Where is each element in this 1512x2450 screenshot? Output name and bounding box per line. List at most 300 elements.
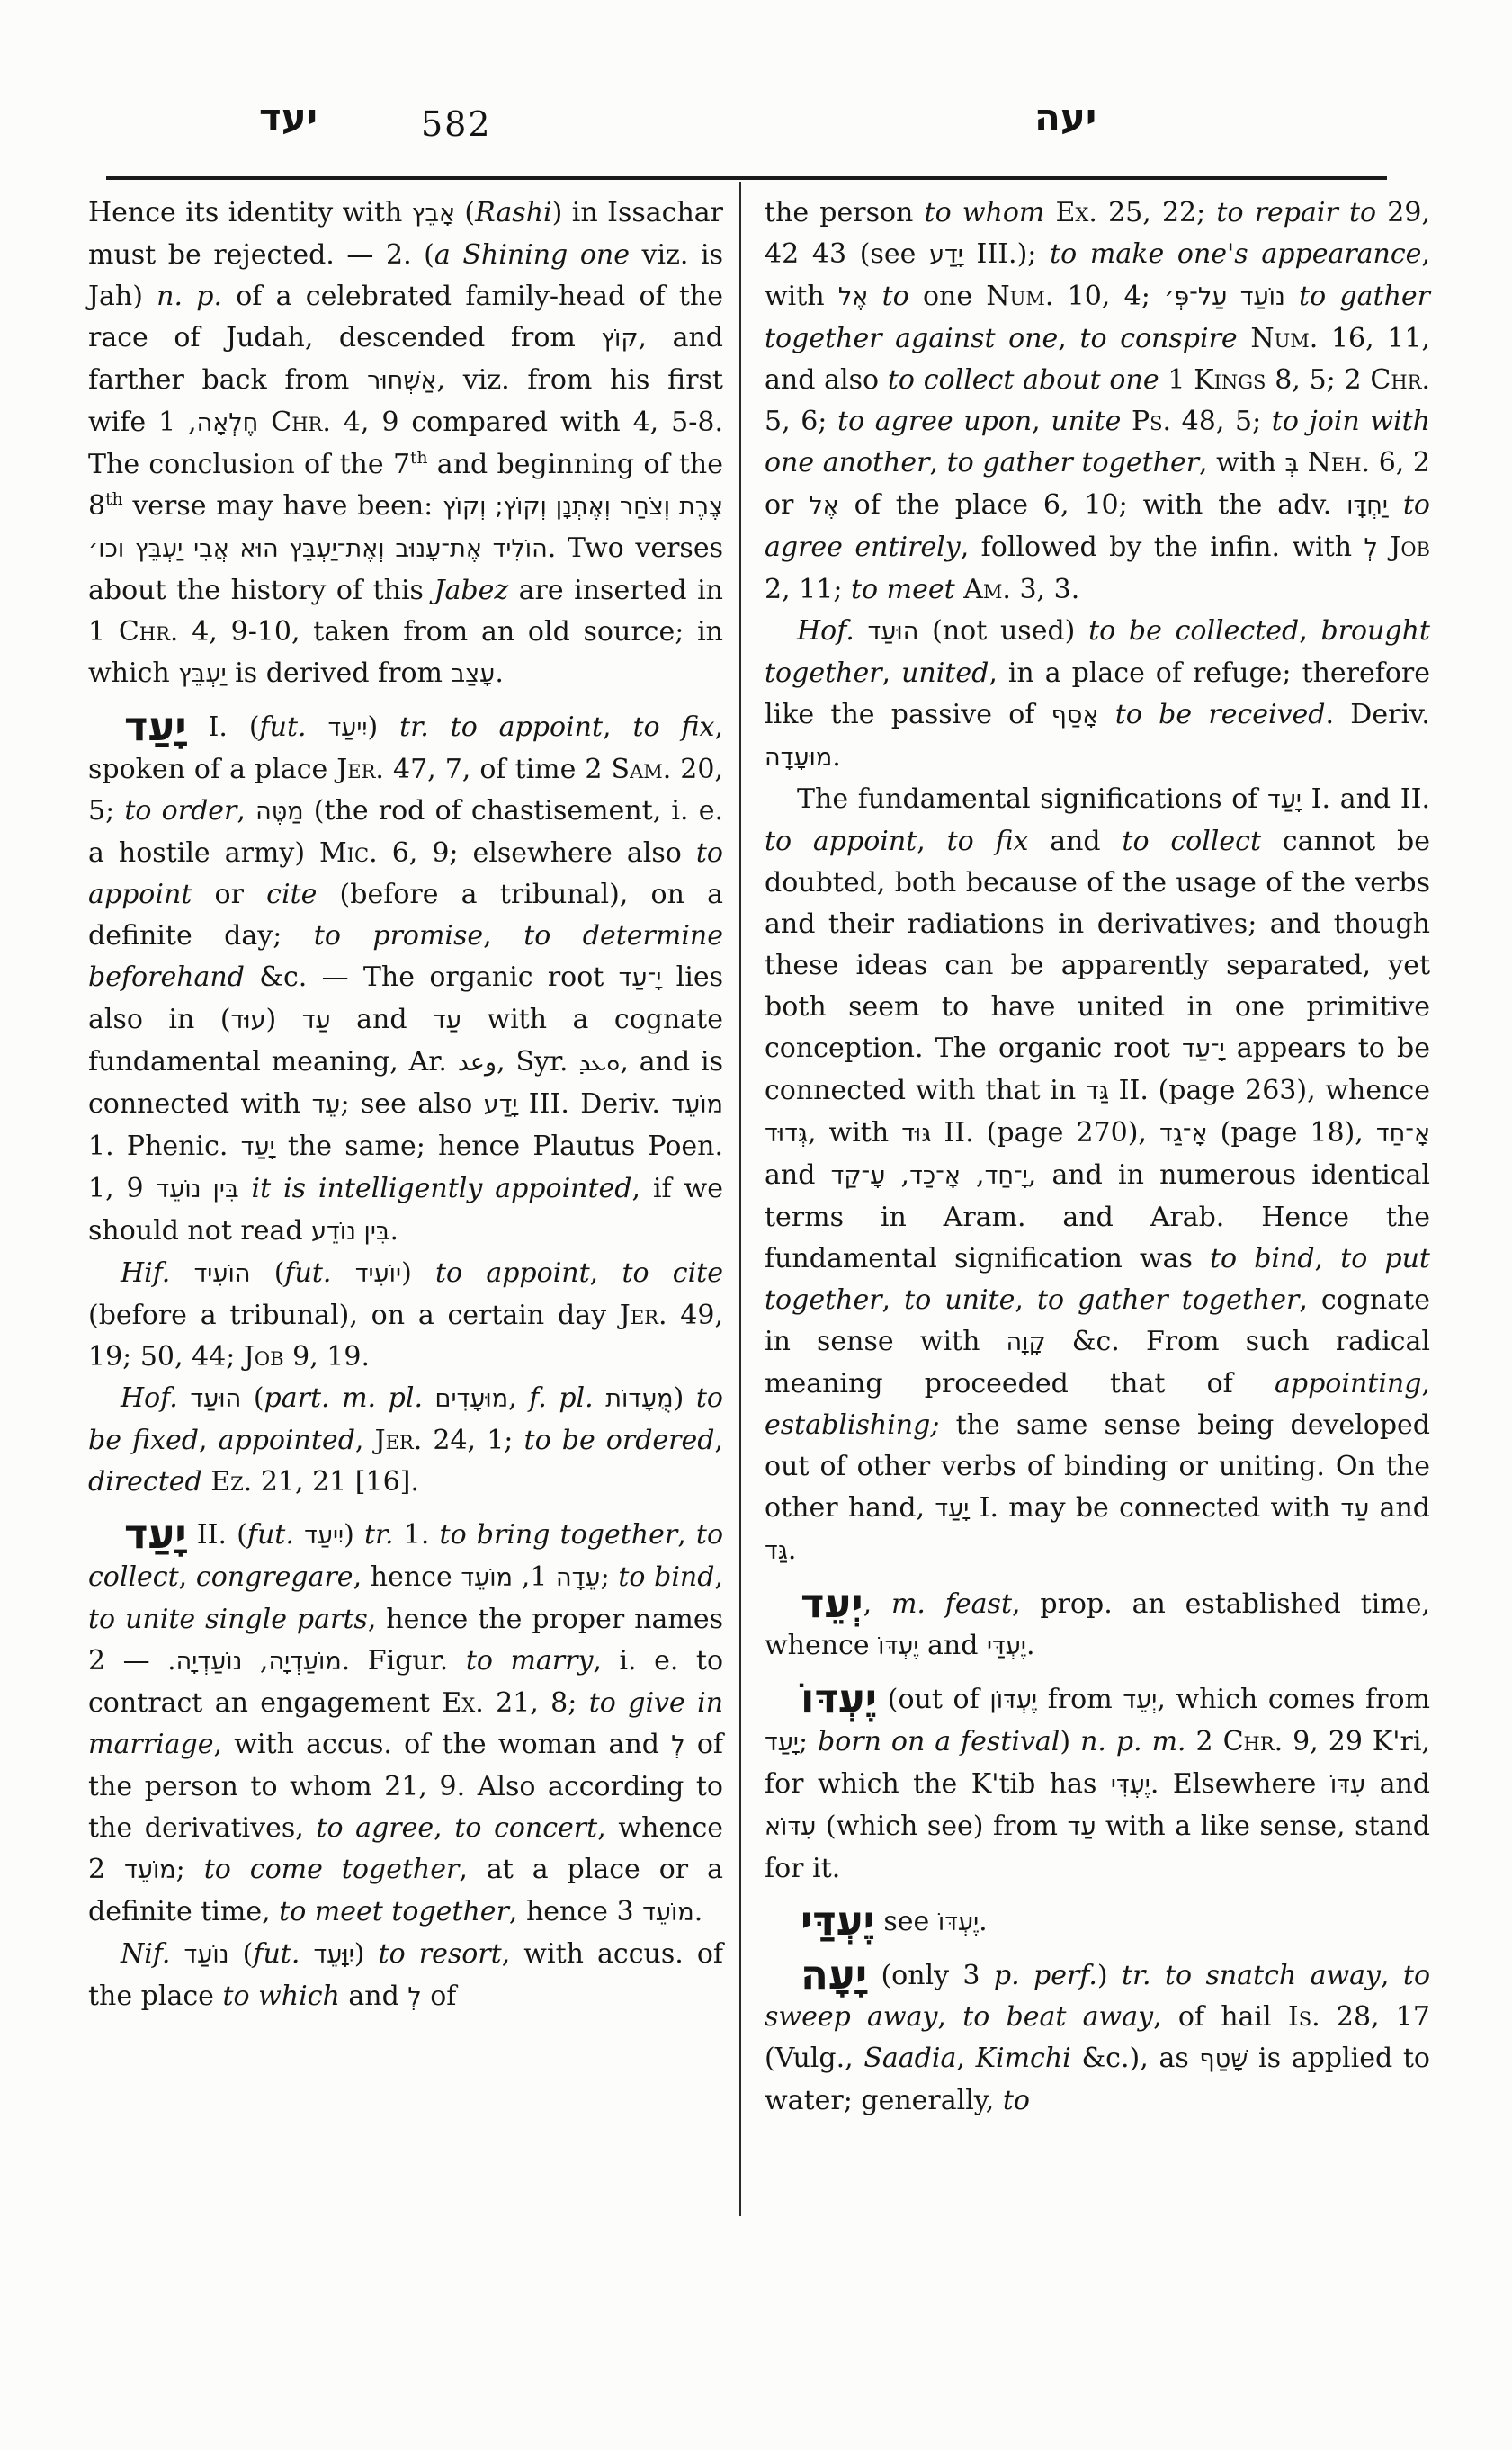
italic-run: to promise bbox=[313, 920, 484, 952]
header-left-catchword: יעד bbox=[259, 95, 318, 139]
italic-run: born on a festival bbox=[818, 1726, 1060, 1757]
text-run: the same; hence Plautus Poen. 1, 9 bbox=[88, 1131, 723, 1204]
text-run: 8, 5; 2 bbox=[1266, 364, 1371, 396]
text-run: 9, 29 K'ri, for which the K'tib has bbox=[765, 1726, 1430, 1800]
text-run: I. and II. bbox=[1301, 783, 1430, 815]
entry-yaad-II bbox=[88, 1510, 724, 1934]
italic-run: to join with one another bbox=[765, 406, 1431, 478]
text-run bbox=[955, 574, 964, 605]
hebrew-word: נוֹעַד עַל־פְּ׳ bbox=[1164, 283, 1285, 311]
italic-run: to which bbox=[222, 1981, 340, 2012]
hebrew-word: מוּעָדִים bbox=[434, 1385, 509, 1413]
text-run: &c.), as bbox=[1070, 2043, 1200, 2074]
text-run: and beginning of the 8 bbox=[88, 449, 723, 522]
hebrew-word: גַּד bbox=[765, 1537, 788, 1565]
text-run: , and in numerous identical terms in Aram. and Arab. Hence the fundamental signification was bbox=[765, 1159, 1431, 1274]
hebrew-word: גּוּד bbox=[901, 1120, 932, 1148]
text-run: , bbox=[714, 1425, 724, 1456]
italic-run: to be received bbox=[1114, 699, 1326, 730]
text-run: ( bbox=[455, 197, 476, 228]
text-run: , in a place of refuge; therefore like the passive of bbox=[765, 657, 1430, 730]
hebrew-word: מוֹעַדְיָה bbox=[268, 1648, 342, 1676]
italic-run: to bbox=[1002, 2085, 1030, 2116]
text-run: ( bbox=[250, 1257, 285, 1289]
ordinal-superscript: th bbox=[410, 449, 428, 468]
text-run: , of hail bbox=[1153, 2001, 1288, 2033]
text-run: , bbox=[1015, 1284, 1037, 1316]
text-run: with a like sense, stand for it. bbox=[765, 1811, 1430, 1884]
text-run: , and is connected with bbox=[88, 1046, 723, 1120]
text-run bbox=[1299, 447, 1308, 478]
text-run: 21, 21 [16]. bbox=[252, 1466, 419, 1498]
text-run: 6, 2 or bbox=[765, 447, 1430, 521]
text-run: , bbox=[937, 2001, 963, 2033]
text-run: , bbox=[1058, 323, 1080, 354]
text-run: , bbox=[714, 1561, 724, 1593]
text-run: , bbox=[956, 2043, 976, 2074]
hofal-paragraph-right bbox=[765, 611, 1430, 779]
text-run: the person bbox=[765, 197, 925, 228]
hebrew-word: מוֹעֵד bbox=[671, 1091, 723, 1119]
hebrew-word: שָׁטַף bbox=[1199, 2045, 1248, 2073]
text-run: II. (page 263), whence bbox=[1108, 1075, 1430, 1106]
text-run: 4, 9 compared with 4, 5-8. The conclusion of the 7 bbox=[88, 407, 723, 480]
text-run: , bbox=[881, 1284, 905, 1316]
hebrew-word: אָבֵץ bbox=[411, 200, 455, 228]
text-run: of bbox=[421, 1981, 457, 2012]
text-run bbox=[1388, 489, 1403, 521]
hebrew-word: גַּד bbox=[1085, 1077, 1109, 1105]
italic-run: to be fixed bbox=[88, 1382, 723, 1456]
text-run: verse may have been: bbox=[122, 490, 443, 522]
text-run: , whence bbox=[597, 1812, 724, 1844]
italic-run: to meet bbox=[850, 574, 955, 605]
entry-yedai-crossref bbox=[765, 1897, 1430, 1945]
text-run: (not used) bbox=[918, 615, 1089, 647]
text-run: , with accus. of the woman and bbox=[213, 1729, 672, 1760]
hebrew-word: בִּין נוֹעֵד bbox=[156, 1176, 239, 1203]
text-run: ) bbox=[367, 711, 400, 743]
text-run: 1, bbox=[513, 1561, 557, 1593]
hifil-paragraph bbox=[88, 1253, 723, 1378]
text-run: 5, 6; bbox=[765, 406, 838, 437]
hebrew-word: יָעַד bbox=[1267, 786, 1302, 814]
text-run bbox=[170, 1938, 183, 1970]
italic-run: appointed bbox=[218, 1425, 355, 1456]
hebrew-word: יָ־עַד bbox=[1182, 1035, 1225, 1063]
italic-run: fut. bbox=[284, 1257, 332, 1289]
text-run: , bbox=[1421, 1368, 1430, 1399]
text-run: . bbox=[495, 657, 504, 689]
italic-run: to bring together bbox=[439, 1519, 678, 1551]
right-column bbox=[765, 192, 1430, 2122]
hebrew-word: יֶעְדּוֹ bbox=[878, 1632, 919, 1660]
italic-run: p. perf. bbox=[993, 1960, 1097, 1991]
text-run: , bbox=[929, 447, 947, 478]
text-run: 21, 8; bbox=[483, 1687, 589, 1719]
text-run bbox=[294, 1519, 304, 1551]
text-run: , bbox=[434, 1812, 455, 1844]
hebrew-word: הוּעַד bbox=[190, 1385, 242, 1413]
hebrew-word: עוּד bbox=[230, 1006, 266, 1034]
text-run: , if we should not read bbox=[88, 1173, 723, 1247]
hebrew-word: בְּ bbox=[1284, 450, 1300, 478]
hebrew-word: בִּין נוֹדֵע bbox=[311, 1218, 390, 1246]
text-run bbox=[1121, 406, 1132, 437]
hebrew-word: יְעֵד bbox=[1123, 1686, 1158, 1714]
hebrew-word: יֶעְדִּי bbox=[1110, 1771, 1150, 1799]
text-run: , Syr. bbox=[497, 1046, 579, 1077]
reference-abbrev: Jer. bbox=[619, 1300, 667, 1331]
text-run: see bbox=[874, 1906, 938, 1937]
hebrew-word: נוֹעַדְיָה bbox=[175, 1648, 243, 1676]
reference-abbrev: Is. bbox=[1287, 2001, 1320, 2033]
reference-abbrev: Ex. bbox=[442, 1687, 484, 1719]
hebrew-headword: יְעֵד bbox=[801, 1579, 863, 1627]
text-run: . Two verses about the history of this bbox=[88, 532, 723, 606]
italic-run: to come together bbox=[203, 1854, 460, 1885]
italic-run: to be ordered bbox=[523, 1425, 715, 1456]
hebrew-word: אַשְׁחוּר bbox=[367, 367, 437, 395]
text-run: (out of bbox=[877, 1684, 990, 1715]
hebrew-word: עָ־קַד bbox=[830, 1162, 886, 1190]
text-run: 2; bbox=[88, 1854, 204, 1885]
hebrew-word: אָ־גַד bbox=[1159, 1120, 1208, 1148]
text-run: , bbox=[354, 1425, 375, 1456]
entry-yaah bbox=[765, 1951, 1431, 2122]
text-run: , followed by the infin. with bbox=[960, 532, 1364, 563]
text-run: , prop. an established time, whence bbox=[765, 1588, 1431, 1661]
hebrew-word: יִוָּעֵד bbox=[313, 1941, 354, 1969]
text-run: 29, 42 43 (see bbox=[765, 197, 1430, 270]
column-divider bbox=[739, 182, 741, 2216]
nifal-paragraph bbox=[88, 1934, 723, 2018]
text-run: ) bbox=[1060, 1726, 1081, 1757]
hebrew-word: חֶלְאָה bbox=[196, 409, 259, 437]
text-run: . Elsewhere bbox=[1150, 1768, 1330, 1800]
italic-run: to resort bbox=[378, 1938, 502, 1970]
hebrew-word: יִיעַד bbox=[304, 1522, 344, 1550]
hebrew-word: אֶל bbox=[837, 283, 869, 311]
text-run: , i. e. to contract an engagement bbox=[88, 1645, 724, 1719]
italic-run: to agree upon bbox=[837, 406, 1033, 437]
continuation-nifal bbox=[765, 192, 1430, 611]
text-run: 16, 11, and also bbox=[765, 323, 1430, 396]
text-run: , which comes from bbox=[1157, 1684, 1430, 1715]
text-run: , 1 bbox=[158, 407, 272, 438]
text-run: 2, 11; bbox=[765, 574, 851, 605]
italic-run: to gather together bbox=[946, 447, 1200, 478]
italic-run: Hof. bbox=[797, 615, 854, 647]
italic-run: to unite bbox=[904, 1284, 1015, 1316]
hebrew-word: קָוָה bbox=[1006, 1328, 1046, 1356]
hebrew-word: אָסַף bbox=[1051, 702, 1099, 729]
italic-run: to unite single parts bbox=[88, 1604, 368, 1635]
text-run: the same sense being developed out of other verbs of binding or uniting. On the other hand, bbox=[765, 1409, 1430, 1524]
hebrew-word: יֶעְדּוֹ bbox=[937, 1909, 980, 1936]
italic-run: f. pl. bbox=[529, 1382, 594, 1414]
italic-run: directed bbox=[88, 1466, 202, 1498]
reference-abbrev: Mic. bbox=[319, 837, 378, 869]
text-run: II. ( bbox=[186, 1519, 247, 1551]
italic-run: to beat away bbox=[962, 2001, 1154, 2033]
hebrew-word: מוֹעֵד bbox=[124, 1856, 176, 1884]
hebrew-word: יָ־עַד bbox=[618, 964, 662, 992]
header-rule bbox=[106, 176, 1387, 180]
text-run: . bbox=[1025, 1630, 1035, 1661]
hebrew-word: יָעַד bbox=[935, 1495, 970, 1523]
hebrew-word: לְ bbox=[1364, 534, 1378, 562]
text-run: , bbox=[1381, 1960, 1403, 1991]
hebrew-word: עֵדָה bbox=[556, 1564, 601, 1592]
hebrew-word: מַטֶּה bbox=[255, 798, 304, 826]
text-run: , bbox=[960, 1159, 985, 1191]
text-run: III. Deriv. bbox=[517, 1088, 672, 1120]
text-run bbox=[239, 1173, 252, 1204]
text-run: , bbox=[885, 1159, 910, 1191]
text-run: , cognate in sense with bbox=[765, 1284, 1430, 1357]
continuation-jabez bbox=[88, 192, 723, 695]
hebrew-word: מוּעָדָה bbox=[765, 744, 833, 772]
text-run: . bbox=[979, 1906, 988, 1937]
text-run bbox=[423, 1382, 435, 1414]
hebrew-word: יָעַד bbox=[240, 1133, 275, 1161]
italic-run: to be collected bbox=[1088, 615, 1300, 647]
text-run bbox=[868, 281, 881, 312]
italic-run: n. p. bbox=[157, 281, 223, 312]
hebrew-word: יָדַע bbox=[483, 1091, 518, 1119]
italic-run: m. feast bbox=[890, 1588, 1013, 1620]
text-run: . bbox=[832, 741, 841, 773]
text-run: ) bbox=[673, 1382, 696, 1414]
italic-run: to bind bbox=[618, 1561, 715, 1593]
text-run bbox=[1044, 197, 1055, 228]
hebrew-word: אָ־כַד bbox=[909, 1162, 961, 1190]
text-run bbox=[1098, 699, 1114, 730]
reference-abbrev: Chr. bbox=[1222, 1726, 1284, 1757]
text-run: 3, 3. bbox=[1010, 574, 1080, 605]
italic-run: to repair to bbox=[1216, 197, 1377, 228]
text-run: 48, 5; bbox=[1171, 406, 1272, 437]
text-run: (before a tribunal), on a certain day bbox=[88, 1300, 620, 1331]
text-run: 24, 1; bbox=[422, 1425, 524, 1456]
text-run: , with bbox=[765, 238, 1430, 312]
text-run: with a cognate fundamental meaning, Ar. bbox=[88, 1004, 723, 1077]
reference-abbrev: Chr. bbox=[1370, 364, 1430, 396]
reference-abbrev: Chr. bbox=[118, 616, 179, 648]
text-run: cannot be doubted, both because of the usage of the verbs and their radiations in derivatives; and though these ideas can be apparently separated, yet both seem to have united in one primitive conception. The organic root bbox=[765, 826, 1430, 1064]
italic-run: a Shining one bbox=[434, 239, 630, 271]
italic-run: unite bbox=[1051, 406, 1122, 437]
text-run: , bbox=[603, 711, 633, 743]
hebrew-word: גְּדוּד bbox=[765, 1120, 808, 1148]
text-run: 20, 5; bbox=[88, 754, 724, 827]
text-run: &c. From such radical meaning proceeded that of bbox=[765, 1326, 1430, 1399]
text-run bbox=[202, 1466, 211, 1498]
text-run bbox=[429, 711, 451, 743]
hofal-paragraph-left bbox=[88, 1378, 723, 1503]
text-run: of the place 6, 10; with the adv. bbox=[838, 489, 1347, 521]
text-run: viz. is Jah) bbox=[88, 239, 724, 312]
text-run: 6, 9; elsewhere also bbox=[377, 837, 696, 869]
reference-abbrev: Ps. bbox=[1131, 406, 1172, 437]
text-run: 28, 17 (Vulg., bbox=[765, 2001, 1430, 2074]
reference-abbrev: Ex. bbox=[1055, 197, 1097, 228]
reference-abbrev: Jer. bbox=[336, 754, 384, 785]
text-run: , bbox=[1299, 615, 1321, 647]
text-run: 1. Phenic. bbox=[88, 1131, 241, 1162]
italic-run: establishing; bbox=[765, 1409, 940, 1441]
text-run: lies also in bbox=[88, 961, 724, 1035]
italic-run: to meet together bbox=[279, 1896, 509, 1927]
text-run: , hence the proper names bbox=[367, 1604, 723, 1635]
hebrew-word: יֶעְדּוֹן bbox=[989, 1686, 1038, 1714]
text-run: ; bbox=[798, 1726, 819, 1757]
entry-yaad-I bbox=[88, 702, 724, 1253]
text-run: , bbox=[178, 1561, 196, 1593]
text-run bbox=[1238, 323, 1251, 354]
text-run: , viz. from his first wife bbox=[88, 364, 723, 438]
reference-abbrev: Num. bbox=[1250, 323, 1319, 354]
text-run: , with accus. of the place bbox=[88, 1938, 723, 2012]
italic-run: to conspire bbox=[1079, 323, 1238, 354]
text-run: , bbox=[198, 1425, 219, 1456]
text-run: (the rod of chastisement, i. e. a hostile army) bbox=[88, 795, 723, 869]
hebrew-word: יוֹעִיד bbox=[354, 1260, 402, 1288]
italic-run: to order bbox=[124, 795, 237, 827]
italic-run: brought together bbox=[765, 615, 1430, 689]
text-run: and bbox=[765, 1159, 831, 1191]
text-run: and bbox=[1365, 1768, 1430, 1800]
text-run: 10, 4; bbox=[1053, 281, 1165, 312]
text-run: , bbox=[483, 920, 524, 952]
syriac-word: ܘܥܕ bbox=[578, 1049, 621, 1077]
text-run: , and farther back from bbox=[88, 322, 723, 396]
text-run: one bbox=[908, 281, 987, 312]
hebrew-word: יֶעְדַּי bbox=[986, 1632, 1026, 1660]
text-run: . — 2. Figur. bbox=[88, 1645, 466, 1677]
italic-run: to gather together bbox=[1036, 1284, 1300, 1316]
text-run: 1. bbox=[393, 1519, 440, 1551]
text-run: ) bbox=[1096, 1960, 1122, 1991]
reference-abbrev: Neh. bbox=[1307, 447, 1371, 478]
text-run: ( bbox=[265, 1004, 302, 1035]
text-run: ) bbox=[344, 1519, 364, 1551]
text-run: are inserted in 1 bbox=[88, 575, 723, 648]
hebrew-word: עֵד bbox=[311, 1091, 341, 1119]
hebrew-word: יָ־חַד bbox=[984, 1162, 1028, 1190]
text-run: , bbox=[589, 1257, 622, 1289]
text-run: , bbox=[863, 1588, 891, 1620]
italic-run: Saadia bbox=[863, 2043, 957, 2074]
text-run: The fundamental significations of bbox=[797, 783, 1268, 815]
italic-run: cite bbox=[266, 879, 318, 910]
reference-abbrev: Job bbox=[1390, 532, 1430, 563]
text-run: , bbox=[677, 1519, 696, 1551]
italic-run: tr. bbox=[1121, 1960, 1151, 1991]
text-run: is applied to water; generally, bbox=[765, 2043, 1430, 2116]
text-run: , bbox=[508, 1382, 530, 1414]
hebrew-word: מוֹעֵד bbox=[461, 1564, 514, 1592]
hebrew-word: עַד bbox=[433, 1006, 461, 1034]
italic-run: to determine beforehand bbox=[88, 920, 723, 993]
text-run: , with bbox=[1199, 447, 1285, 478]
entry-yeed-feast bbox=[765, 1579, 1431, 1668]
text-run: 9, 19. bbox=[283, 1341, 370, 1373]
italic-run: to fix bbox=[632, 711, 715, 743]
italic-run: part. m. pl. bbox=[264, 1382, 423, 1414]
text-run: Hence its identity with bbox=[88, 197, 412, 228]
reference-abbrev: Sam. bbox=[611, 754, 672, 785]
italic-run: Nif. bbox=[121, 1938, 171, 1970]
reference-abbrev: Kings bbox=[1194, 364, 1266, 396]
hebrew-word: עָצַב bbox=[451, 660, 496, 688]
text-run: . bbox=[787, 1534, 797, 1566]
text-run: from bbox=[1037, 1684, 1123, 1715]
italic-run: n. p. m. bbox=[1080, 1726, 1186, 1757]
text-run: III.); bbox=[962, 238, 1051, 270]
italic-run: to sweep away bbox=[765, 1960, 1431, 2033]
italic-run: to collect bbox=[1122, 826, 1261, 857]
italic-run: Hif. bbox=[121, 1257, 171, 1289]
text-run: , at a place or a definite time, bbox=[88, 1854, 723, 1927]
text-run: 1 bbox=[1159, 364, 1194, 396]
hebrew-headword: יָעַד bbox=[124, 702, 187, 750]
page-number: 582 bbox=[421, 104, 492, 144]
hebrew-word: לְ bbox=[671, 1731, 685, 1759]
hebrew-word: יָדַע bbox=[929, 241, 963, 269]
italic-run: Hof. bbox=[121, 1382, 178, 1414]
hebrew-word: קוֹץ bbox=[601, 325, 639, 353]
text-run: , hence bbox=[353, 1561, 461, 1593]
text-run: ( bbox=[241, 1382, 264, 1414]
hebrew-word: מֻעָדוֹת bbox=[605, 1385, 674, 1413]
text-run: , bbox=[1314, 1243, 1341, 1274]
text-run: (page 18), bbox=[1207, 1117, 1376, 1149]
text-run: 3. bbox=[616, 1896, 703, 1927]
italic-run: to make one's appearance bbox=[1050, 238, 1422, 270]
italic-run: united bbox=[901, 657, 989, 689]
text-run: of a celebrated family-head of the race of Judah, descended from bbox=[88, 281, 723, 353]
left-column bbox=[88, 192, 723, 2018]
text-run bbox=[178, 1382, 191, 1414]
hebrew-word: הוֹעִיד bbox=[193, 1260, 251, 1288]
italic-run: appointing bbox=[1275, 1368, 1422, 1399]
text-run: 47, 7, of time 2 bbox=[383, 754, 612, 785]
hebrew-word: הוּעַד bbox=[867, 618, 919, 646]
entry-yedo bbox=[765, 1675, 1430, 1890]
hebrew-headword: יֶעְדּוֹ bbox=[801, 1675, 878, 1722]
reference-abbrev: Chr. bbox=[271, 407, 331, 438]
text-run bbox=[594, 1382, 606, 1414]
text-run: I. ( bbox=[186, 711, 260, 743]
text-run: . bbox=[389, 1215, 399, 1247]
text-run bbox=[300, 1938, 313, 1970]
text-run bbox=[1151, 1960, 1165, 1991]
hebrew-word: עִדּוֹא bbox=[765, 1813, 817, 1841]
text-run: , bbox=[917, 826, 947, 857]
text-run: of the person to whom 21, 9. Also according to the derivatives, bbox=[88, 1729, 723, 1844]
text-run: ) bbox=[353, 1938, 379, 1970]
text-run: ) in Issachar must be rejected. — 2. ( bbox=[88, 197, 723, 271]
italic-run: to collect bbox=[88, 1519, 724, 1593]
italic-run: fut. bbox=[259, 711, 307, 743]
italic-run: to appoint bbox=[450, 711, 604, 743]
hebrew-word: עַד bbox=[1340, 1495, 1370, 1523]
text-run: ; bbox=[600, 1561, 619, 1593]
reference-abbrev: Num. bbox=[986, 281, 1054, 312]
italic-run: to whom bbox=[924, 197, 1045, 228]
